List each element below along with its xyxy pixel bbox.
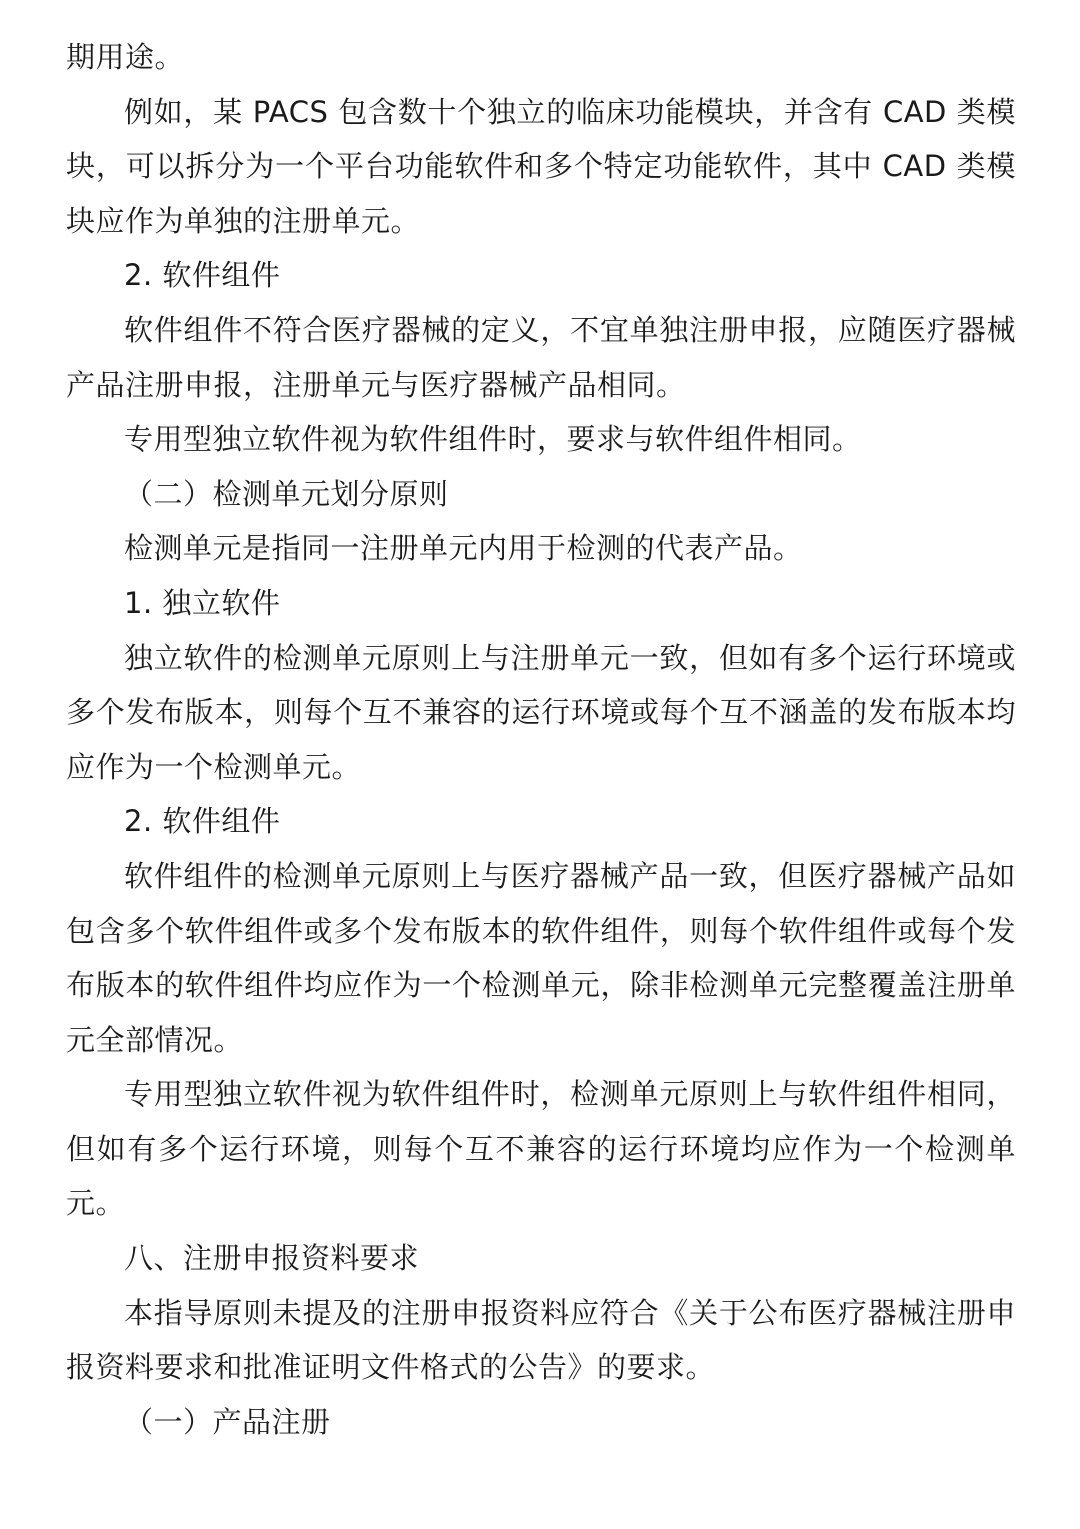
heading-product-registration: （一）产品注册 <box>124 1404 331 1439</box>
heading-test-unit-principle: （二）检测单元划分原则 <box>124 476 449 511</box>
paragraph-continuation: 期用途。 <box>66 40 185 74</box>
paragraph-pacs-example: 例如，某 PACS 包含数十个独立的临床功能模块，并含有 CAD 类模块，可以拆分为一个平台功能软件和多个特定功能软件，其中 CAD 类模块应作为单独的注册单元。 <box>66 94 1016 238</box>
paragraph-software-component-rule: 软件组件不符合医疗器械的定义，不宜单独注册申报，应随医疗器械产品注册申报，注册单元与医疗器械产品相同。 <box>66 312 1016 402</box>
document-page <box>66 30 1016 1449</box>
paragraph-dedicated-test-unit: 专用型独立软件视为软件组件时，检测单元原则上与软件组件相同，但如有多个运行环境，则每个互不兼容的运行环境均应作为一个检测单元。 <box>66 1077 1016 1221</box>
paragraph-standalone-test-unit: 独立软件的检测单元原则上与注册单元一致，但如有多个运行环境或多个发布版本，则每个互不兼容的运行环境或每个互不涵盖的发布版本均应作为一个检测单元。 <box>66 640 1016 784</box>
heading-standalone-software: 1. 独立软件 <box>124 585 281 620</box>
paragraph-component-test-unit: 软件组件的检测单元原则上与医疗器械产品一致，但医疗器械产品如包含多个软件组件或多个发布版本的软件组件，则每个软件组件或每个发布版本的软件组件均应作为一个检测单元，除非检测单元完整覆盖注册单元全部情况。 <box>66 858 1016 1057</box>
heading-software-component-2: 2. 软件组件 <box>124 804 281 839</box>
paragraph-test-unit-definition: 检测单元是指同一注册单元内用于检测的代表产品。 <box>124 531 803 566</box>
heading-registration-requirements: 八、注册申报资料要求 <box>124 1241 420 1276</box>
paragraph-dedicated-software: 专用型独立软件视为软件组件时，要求与软件组件相同。 <box>124 422 862 457</box>
paragraph-registration-docs: 本指导原则未提及的注册申报资料应符合《关于公布医疗器械注册申报资料要求和批准证明文件格式的公告》的要求。 <box>66 1295 1016 1385</box>
heading-software-component: 2. 软件组件 <box>124 258 281 293</box>
